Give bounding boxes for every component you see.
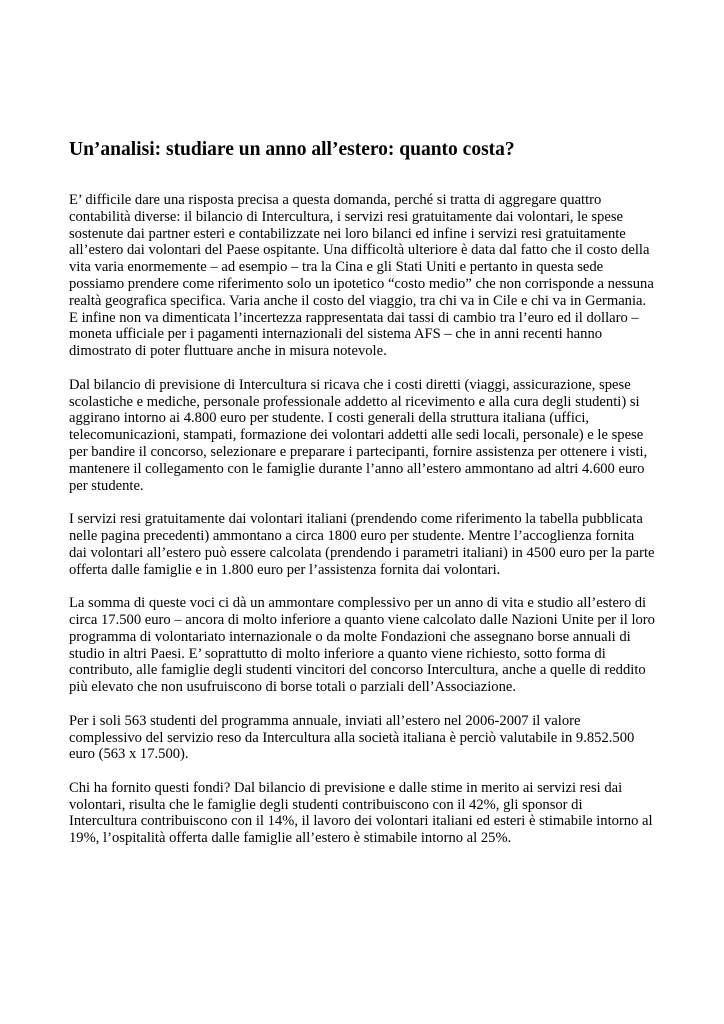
text-line: per studente.	[69, 477, 144, 494]
text-line: offerta dalle famiglie e in 1.800 euro per l’assistenza fornita dai volontari.	[69, 561, 501, 578]
text-line: dai volontari all’estero può essere calcolata (prendendo i parametri italiani) in 4500 euro per la parte	[69, 544, 655, 561]
text-line: scolastiche e mediche, personale professionale addetto al ricevimento e alla cura degli studenti) si	[69, 393, 640, 410]
text-line: all’estero dai volontari del Paese ospitante. Una difficoltà ulteriore è data dal fatto che il costo della	[69, 242, 650, 259]
text-line: complessivo del servizio reso da Intercultura alla società italiana è perciò valutabile in 9.852.500	[69, 729, 635, 746]
text-line: E infine non va dimenticata l’incertezza rappresentata dai tassi di cambio tra l’euro ed il dollaro –	[69, 309, 639, 326]
paragraph-volunteer-services	[69, 511, 689, 578]
text-line: 19%, l’ospitalità offerta dalle famiglie all’estero è stimabile intorno al 25%.	[69, 830, 512, 847]
text-line: Per i soli 563 studenti del programma annuale, inviati all’estero nel 2006-2007 il valore	[69, 712, 581, 729]
text-line: mantenere il collegamento con le famiglie durante l’anno all’estero ammontano ad altri 4.600 euro	[69, 460, 645, 477]
paragraph-funding-sources	[69, 780, 689, 847]
text-line: circa 17.500 euro – ancora di molto inferiore a quanto viene calcolato dalle Nazioni Unite per il loro	[69, 611, 655, 628]
paragraph-difficulty	[69, 192, 689, 360]
text-line: contributo, alle famiglie degli studenti vincitori del concorso Intercultura, anche a quelle di reddito	[69, 662, 646, 679]
text-line: nelle pagina precedenti) ammontano a circa 1800 euro per studente. Mentre l’accoglienza fornita	[69, 527, 635, 544]
text-line: Dal bilancio di previsione di Intercultura si ricava che i costi diretti (viaggi, assicurazione, spese	[69, 376, 631, 393]
text-line: I servizi resi gratuitamente dai volontari italiani (prendendo come riferimento la tabella pubblicata	[69, 511, 643, 528]
text-line: telecomunicazioni, stampati, formazione dei volontari addetti alle sedi locali, personale) e le spese	[69, 427, 644, 444]
text-line: programma di volontariato internazionale o da molte Fondazioni che assegnano borse annuali di	[69, 628, 631, 645]
text-line: Intercultura contribuiscono con il 14%, il lavoro dei volontari italiani ed esteri è stimabile intorno al	[69, 813, 653, 830]
text-line: Chi ha fornito questi fondi? Dal bilancio di previsione e dalle stime in merito ai servizi resi dai	[69, 779, 623, 796]
text-line: contabilità diverse: il bilancio di Intercultura, i servizi resi gratuitamente dai volontari, le spese	[69, 208, 623, 225]
document-body	[69, 192, 689, 864]
paragraph-total-cost	[69, 595, 689, 696]
text-line: per bandire il concorso, selezionare e preparare i partecipanti, fornire assistenza per ottenere i visti,	[69, 443, 648, 460]
text-line: più elevato che non usufruiscono di borse totali o parziali dell’Associazione.	[69, 679, 517, 696]
text-line: possiamo prendere come riferimento solo un ipotetico “costo medio” che non corrisponde a nessuna	[69, 275, 654, 292]
text-line: vita varia enormemente – ad esempio – tra la Cina e gli Stati Uniti e pertanto in questa sede	[69, 259, 604, 276]
text-line: moneta ufficiale per i pagamenti internazionali del sistema AFS – che in anni recenti hanno	[69, 326, 603, 343]
text-line: sostenute dai partner esteri e contabilizzate nei loro bilanci ed infine i servizi resi gratuitamente	[69, 225, 626, 242]
text-line: studio in altri Paesi. E’ soprattutto di molto inferiore a quanto viene richiesto, sotto forma di	[69, 645, 606, 662]
document-title: Un’analisi: studiare un anno all’estero: quanto costa?	[69, 139, 515, 160]
text-line: dimostrato di poter fluttuare anche in misura notevole.	[69, 343, 387, 360]
text-line: E’ difficile dare una risposta precisa a questa domanda, perché si tratta di aggregare quattro	[69, 192, 602, 208]
text-line: volontari, risulta che le famiglie degli studenti contribuiscono con il 42%, gli sponsor di	[69, 796, 583, 813]
text-line: realtà geografica specifica. Varia anche il costo del viaggio, tra chi va in Cile e chi va in Germania.	[69, 292, 647, 309]
text-line: aggirano intorno ai 4.800 euro per studente. I costi generali della struttura italiana (uffici,	[69, 410, 590, 427]
text-line: La somma di queste voci ci dà un ammontare complessivo per un anno di vita e studio all’estero di	[69, 595, 647, 612]
text-line: euro (563 x 17.500).	[69, 746, 189, 763]
paragraph-direct-costs	[69, 377, 689, 495]
paragraph-annual-value	[69, 713, 689, 763]
